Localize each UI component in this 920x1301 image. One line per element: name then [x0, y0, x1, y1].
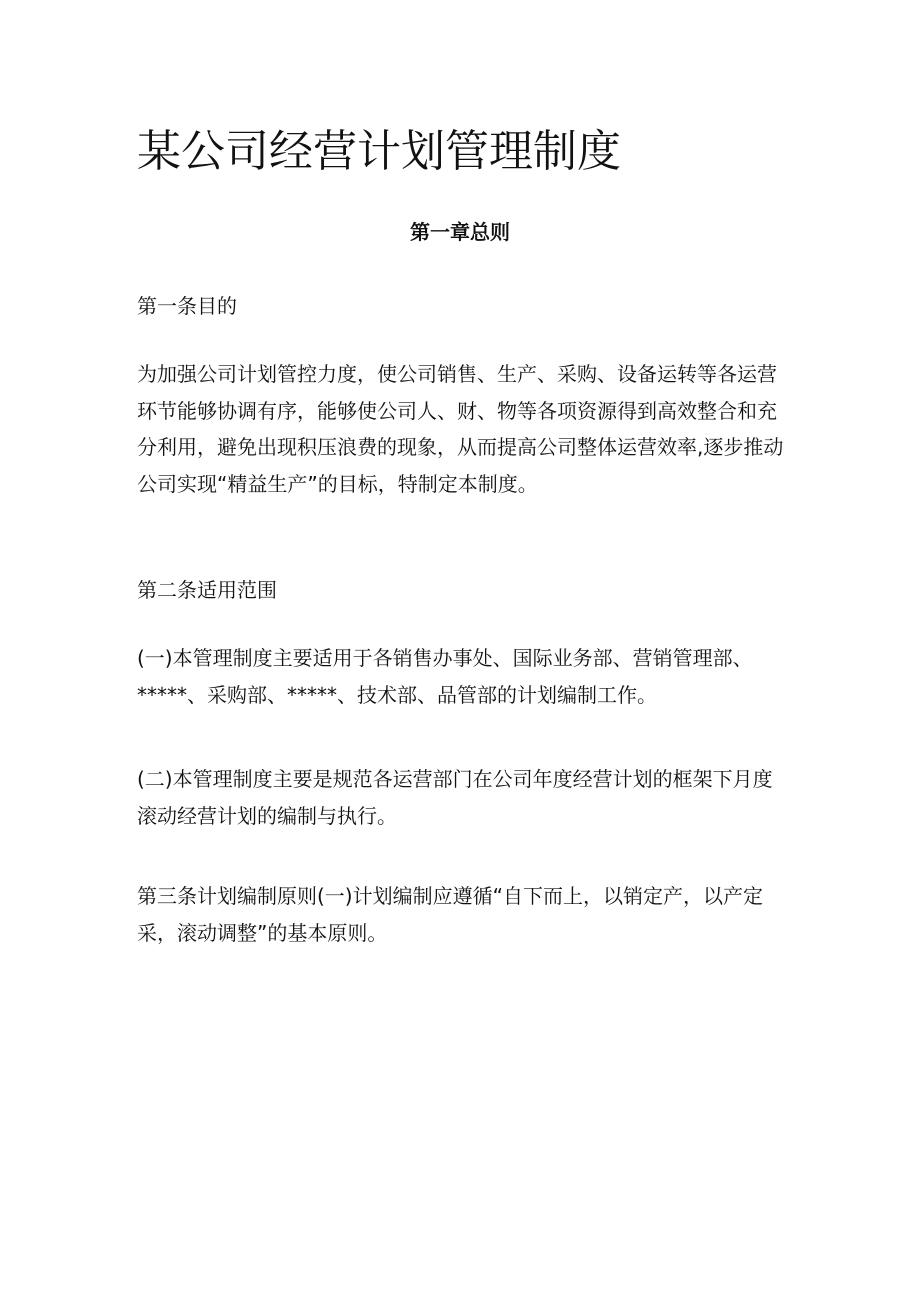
paragraph-line: *****、采购部、*****、技术部、品管部的计划编制工作。 [137, 682, 657, 707]
document-title: 某公司经营计划管理制度 [137, 126, 621, 177]
paragraph-line: 采，滚动调整”的基本原则。 [137, 920, 388, 945]
paragraph-line: 公司实现“精益生产”的目标，特制定本制度。 [137, 471, 538, 496]
paragraph-line: 分利用，避免出现积压浪费的现象，从而提高公司整体运营效率,逐步推动 [137, 435, 784, 459]
article-heading: 第一条目的 [137, 294, 237, 318]
article-3-paragraph [137, 878, 797, 951]
article-1-paragraph [137, 356, 797, 502]
paragraph-line: 第三条计划编制原则(一)计划编制应遵循“自下而上，以销定产，以产定 [137, 884, 763, 908]
paragraph-line: (一)本管理制度主要适用于各销售办事处、国际业务部、营销管理部、 [137, 646, 753, 670]
article-2-item-1 [137, 640, 797, 713]
chapter-heading: 第一章总则 [410, 220, 510, 244]
article-2-item-2 [137, 761, 797, 834]
article-heading: 第二条适用范围 [137, 578, 277, 602]
paragraph-line: 滚动经营计划的编制与执行。 [137, 803, 397, 828]
paragraph-line: 为加强公司计划管控力度，使公司销售、生产、采购、设备运转等各运营 [137, 362, 777, 386]
article-1-heading [137, 288, 797, 325]
paragraph-line: 环节能够协调有序，能够使公司人、财、物等各项资源得到高效整合和充 [137, 398, 777, 423]
article-2-heading [137, 572, 797, 609]
paragraph-line: (二)本管理制度主要是规范各运营部门在公司年度经营计划的框架下月度 [137, 767, 773, 791]
